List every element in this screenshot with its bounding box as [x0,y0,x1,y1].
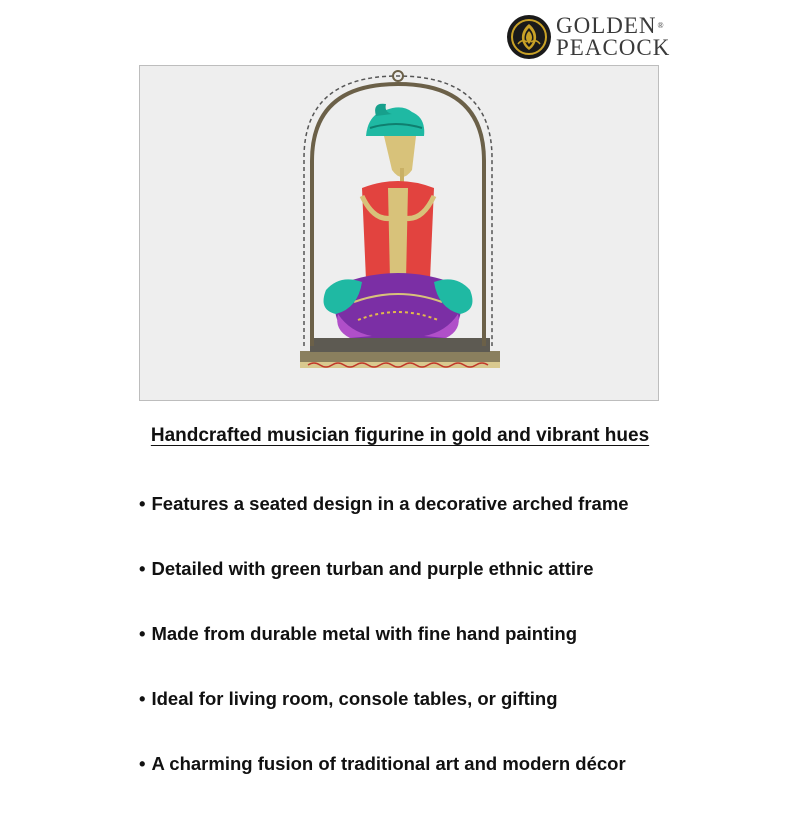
musician-figurine-illustration [140,66,658,400]
registered-mark: ® [657,21,665,30]
feature-item [139,620,629,685]
brand-wordmark [556,15,670,59]
bullet: • [139,753,146,774]
feature-text: Made from durable metal with fine hand painting [151,623,578,644]
peacock-feather-emblem-icon [506,14,552,60]
feature-item [139,750,629,815]
bullet: • [139,493,146,514]
feature-text: Features a seated design in a decorative arched frame [151,493,629,514]
feature-item [139,685,629,750]
bullet: • [139,688,146,709]
bullet: • [139,623,146,644]
brand-name-line2: PEACOCK [556,35,671,60]
feature-text: Detailed with green turban and purple ethnic attire [151,558,594,579]
brand-logo [506,12,686,62]
product-headline [0,425,800,447]
product-image [139,65,659,401]
brand-name-line1: GOLDEN [556,13,657,38]
feature-list [139,490,629,815]
feature-item [139,555,629,620]
feature-item [139,490,629,555]
headline-text: Handcrafted musician figurine in gold and vibrant hues [150,425,650,446]
feature-text: A charming fusion of traditional art and modern décor [151,753,626,774]
feature-text: Ideal for living room, console tables, or gifting [151,688,558,709]
bullet: • [139,558,146,579]
